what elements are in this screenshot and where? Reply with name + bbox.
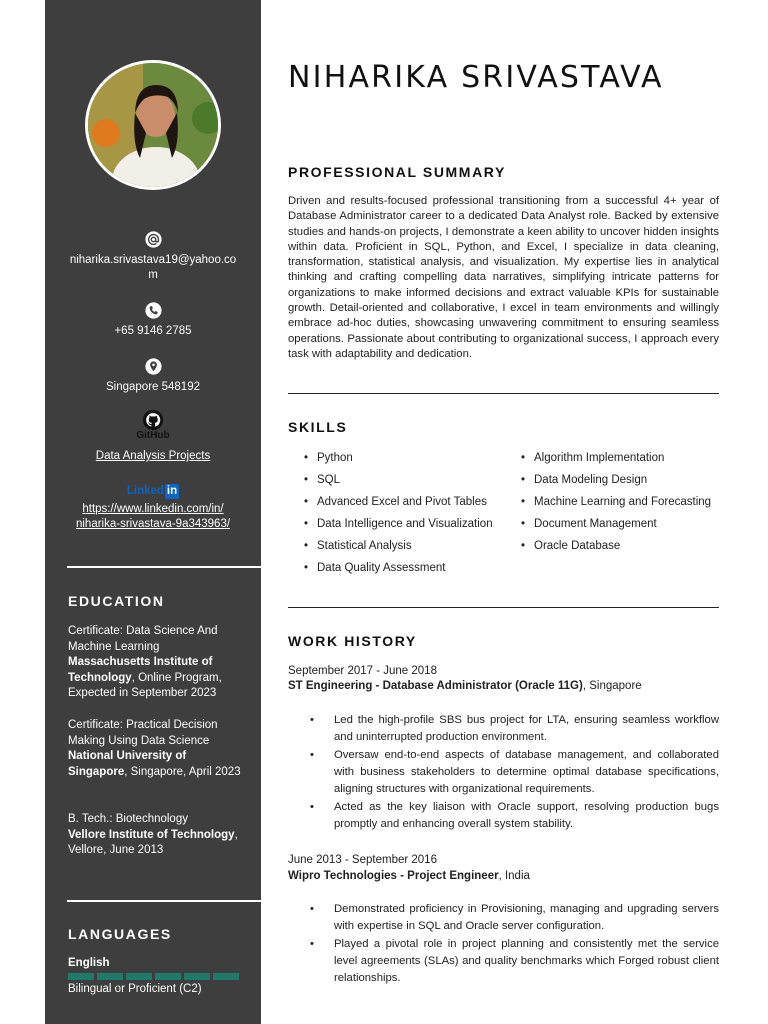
language-level-segment [97,973,123,980]
linkedin-logo-text: Linked [126,485,164,497]
education-degree: Certificate: Data Science And Machine Learning [68,625,218,653]
job-bullet: • Demonstrated proficiency in Provisioning, managing and upgrading servers with expertise in SQL and Oracle server configuration. [310,901,719,935]
profile-photo [85,60,221,190]
linkedin-url-line2: niharika-srivastava-9a343963/ [75,518,231,530]
linkedin-url-wrap [45,502,261,532]
education-item [68,624,243,702]
skill-item: • Algorithm Implementation [521,451,711,473]
email-text[interactable]: niharika.srivastava19@yahoo.com [69,254,237,281]
at-icon [145,231,162,248]
language-level-segment [126,973,152,980]
skill-item: • Machine Learning and Forecasting [521,495,711,517]
job-dates: June 2013 - September 2016 [288,854,437,866]
github-block [45,409,261,464]
linkedin-url-line1: https://www.linkedin.com/in/ [82,503,224,515]
skill-item: • Python [304,451,493,473]
language-level-segment [213,973,239,980]
skills-heading: SKILLS [288,419,348,435]
linkedin-url-link[interactable] [76,503,230,530]
job-bullet: • Acted as the key liaison with Oracle support, resolving production bugs promptly and enhancing overall system stability. [310,799,719,833]
job-bullet: • Oversaw end-to-end aspects of database management, and collaborated with business stakeholders to determine optimal database specifications, aligning structures with organizational requirements. [310,747,719,798]
language-level-segment [155,973,181,980]
education-item [68,812,243,859]
section-divider [288,607,719,608]
location-block [45,358,261,395]
skill-item: • SQL [304,473,493,495]
job-separator: - [396,870,408,882]
profile-photo-art [88,63,221,190]
job-title [288,680,642,692]
job-bullet: • Played a pivotal role in project planning and consistently met the service level agreements (SLAs) and quality benchmarks which Forged robust client relationships. [310,936,719,987]
job-bullet: • Led the high-profile SBS bus project for LTA, ensuring seamless workflow and uninterrupted production environment. [310,712,719,746]
github-icon [142,409,164,431]
skill-item: • Data Intelligence and Visualization [304,517,493,539]
language-level-segment [184,973,210,980]
education-degree: Certificate: Practical Decision Making Using Data Science [68,719,218,747]
location-pin-icon [145,358,162,375]
job-bullets [310,712,719,834]
linkedin-logo-box: in [166,485,178,497]
linkedin-icon [127,484,179,499]
skill-item: • Data Quality Assessment [304,561,493,583]
summary-heading: PROFESSIONAL SUMMARY [288,164,506,180]
education-item [68,718,243,780]
job-role: Database Administrator (Oracle 11G) [382,680,583,692]
education-degree: B. Tech.: Biotechnology [68,813,188,825]
sidebar [45,0,261,1024]
sidebar-divider [67,566,261,568]
language-level-bar [68,973,239,980]
education-heading: EDUCATION [68,593,165,609]
phone-icon [145,302,162,319]
sidebar-divider [67,900,261,902]
linkedin-block [45,484,261,532]
phone-block [45,302,261,339]
job-title [288,870,530,882]
section-divider [288,393,719,394]
job-company: Wipro Technologies [288,870,397,882]
language-level-text: Bilingual or Proficient (C2) [68,983,202,995]
skills-list-left [304,451,493,583]
skill-item: • Statistical Analysis [304,539,493,561]
job-location: , India [498,870,530,882]
skill-item: • Advanced Excel and Pivot Tables [304,495,493,517]
education-details: , Online Program, Expected in September 2023 [68,671,222,699]
email-block [45,231,261,283]
job-dates: September 2017 - June 2018 [288,665,437,677]
job-location: , Singapore [582,680,642,692]
summary-text: Driven and results-focused professional transitioning from a successful 4+ year of Database Administrator career to a dedicated Data Analyst role. Backed by extensive studies and hands-on projects, I demonstrate a keen ability to uncover hidden insights within data. Proficient in SQL, Python, and Excel, I specialize in data cleaning, transformation, statistical analysis, and visualization. My expertise lies in analytical thinking and crafting compelling data narratives, simplifying intricate patterns for organizations to make informed decisions and extract valuable KPIs for sustainable growth. Detail-oriented and collaborative, I excel in team environments and willingly embrace ad-hoc duties, showcasing unwavering commitment to ensuring seamless operations. Passionate about contributing to organizational success, I approach every task with adaptability and dedication. [288,195,719,360]
languages-heading: LANGUAGES [68,926,172,942]
github-link-wrap [45,449,261,464]
language-name: English [68,957,110,969]
github-projects-link[interactable]: Data Analysis Projects [95,450,211,462]
job-bullets [310,901,719,988]
skill-item: • Data Modeling Design [521,473,711,495]
candidate-name: NIHARIKA SRIVASTAVA [288,60,664,95]
job-role: Project Engineer [407,870,499,882]
education-details: , Vellore, June 2013 [68,828,238,856]
github-label: GitHub [136,430,170,441]
skill-item: • Document Management [521,517,711,539]
education-details: , Singapore, April 2023 [124,765,241,778]
job-separator: - [372,680,383,692]
skill-item: • Oracle Database [521,539,711,561]
language-level-segment [68,973,94,980]
education-school: National University of Singapore [68,750,187,778]
work-heading: WORK HISTORY [288,633,417,649]
phone-text[interactable]: +65 9146 2785 [114,325,192,337]
location-text: Singapore 548192 [106,381,200,393]
job-company: ST Engineering [288,680,373,692]
education-school: Vellore Institute of Technology [68,828,235,841]
skills-list-right [521,451,711,561]
education-school: Massachusetts Institute of Technology [68,656,213,684]
